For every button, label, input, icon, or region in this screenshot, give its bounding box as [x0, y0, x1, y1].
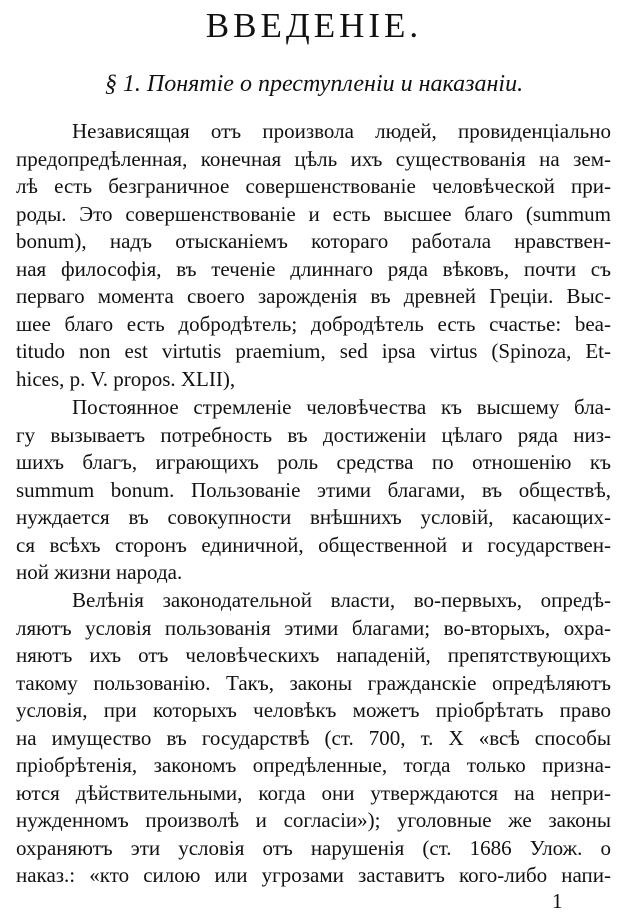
text-line: Независящая отъ произвола людей, провиденціально — [72, 119, 611, 143]
text-line: гу вызываетъ потребность въ достиженіи цѣлаго ряда низ- — [16, 422, 611, 447]
text-line: ной жизни народа. — [16, 560, 183, 584]
text-line: такому пользованію. Такъ, законы гражданскіе опредѣляютъ — [16, 670, 611, 695]
text-line: ся всѣхъ сторонъ единичной, общественной и государствен- — [16, 532, 611, 557]
text-line: ная философія, въ теченіе длиннаго ряда вѣковъ, почти съ — [16, 256, 611, 281]
text-line: шее благо есть добродѣтель; добродѣтель есть счастье: bea- — [16, 311, 611, 336]
text-line: охраняютъ эти условія отъ нарушенія (ст. 1686 Улож. о — [16, 835, 611, 860]
text-line: лѣ есть безграничное совершенствованіе человѣческой при- — [16, 174, 611, 198]
text-line: предопредѣленная, конечная цѣль ихъ существованія на зем- — [16, 146, 611, 171]
text-line: ются дѣйствительными, когда они утверждаются на непри- — [16, 780, 611, 805]
text-line: роды. Это совершенствованіе и есть высшее благо (summum — [16, 201, 611, 226]
text-line: наказ.: «кто силою или угрозами заставитъ кого-либо напи- — [16, 863, 611, 887]
text-line: bonum), надъ отысканіемъ котораго работала нравствен- — [16, 229, 611, 253]
text-line: на имущество въ государствѣ (ст. 700, т. X «всѣ способы — [16, 725, 611, 750]
text-line: hices, p. V. propos. XLII), — [16, 366, 236, 391]
text-line: нуждается въ совокупности внѣшнихъ условій, касающих- — [16, 505, 611, 529]
page-number: 1 — [552, 889, 563, 913]
text-line: titudo non est virtutis praemium, sed ipsa virtus (Spinoza, Et- — [16, 339, 611, 363]
text-line: summum bonum. Пользованіе этими благами, въ обществѣ, — [16, 477, 611, 502]
text-line: условія, при которыхъ человѣкъ можетъ пріобрѣтать право — [16, 698, 611, 722]
text-line: пріобрѣтенія, закономъ опредѣленные, тогда только призна- — [16, 753, 611, 777]
text-line: Постоянное стремленіе человѣчества къ высшему бла- — [72, 395, 611, 419]
text-line: шихъ благъ, играющихъ роль средства по отношенію къ — [16, 450, 611, 474]
text-line: Велѣнія законодательной власти, во-первыхъ, опредѣ- — [72, 588, 611, 612]
text-line: няютъ ихъ отъ человѣческихъ нападеній, препятствующихъ — [16, 643, 611, 667]
chapter-heading: ВВЕДЕНІЕ. — [205, 6, 423, 45]
text-line: перваго момента своего зарожденія въ древней Греціи. Выс- — [16, 284, 611, 308]
section-title: § 1. Понятіе о преступленіи и наказаніи. — [104, 71, 524, 97]
text-line: нужденномъ произволѣ и согласіи»); уголовные же законы — [16, 808, 611, 832]
text-line: ляютъ условія пользованія этими благами; во-вторыхъ, охра- — [16, 615, 611, 640]
